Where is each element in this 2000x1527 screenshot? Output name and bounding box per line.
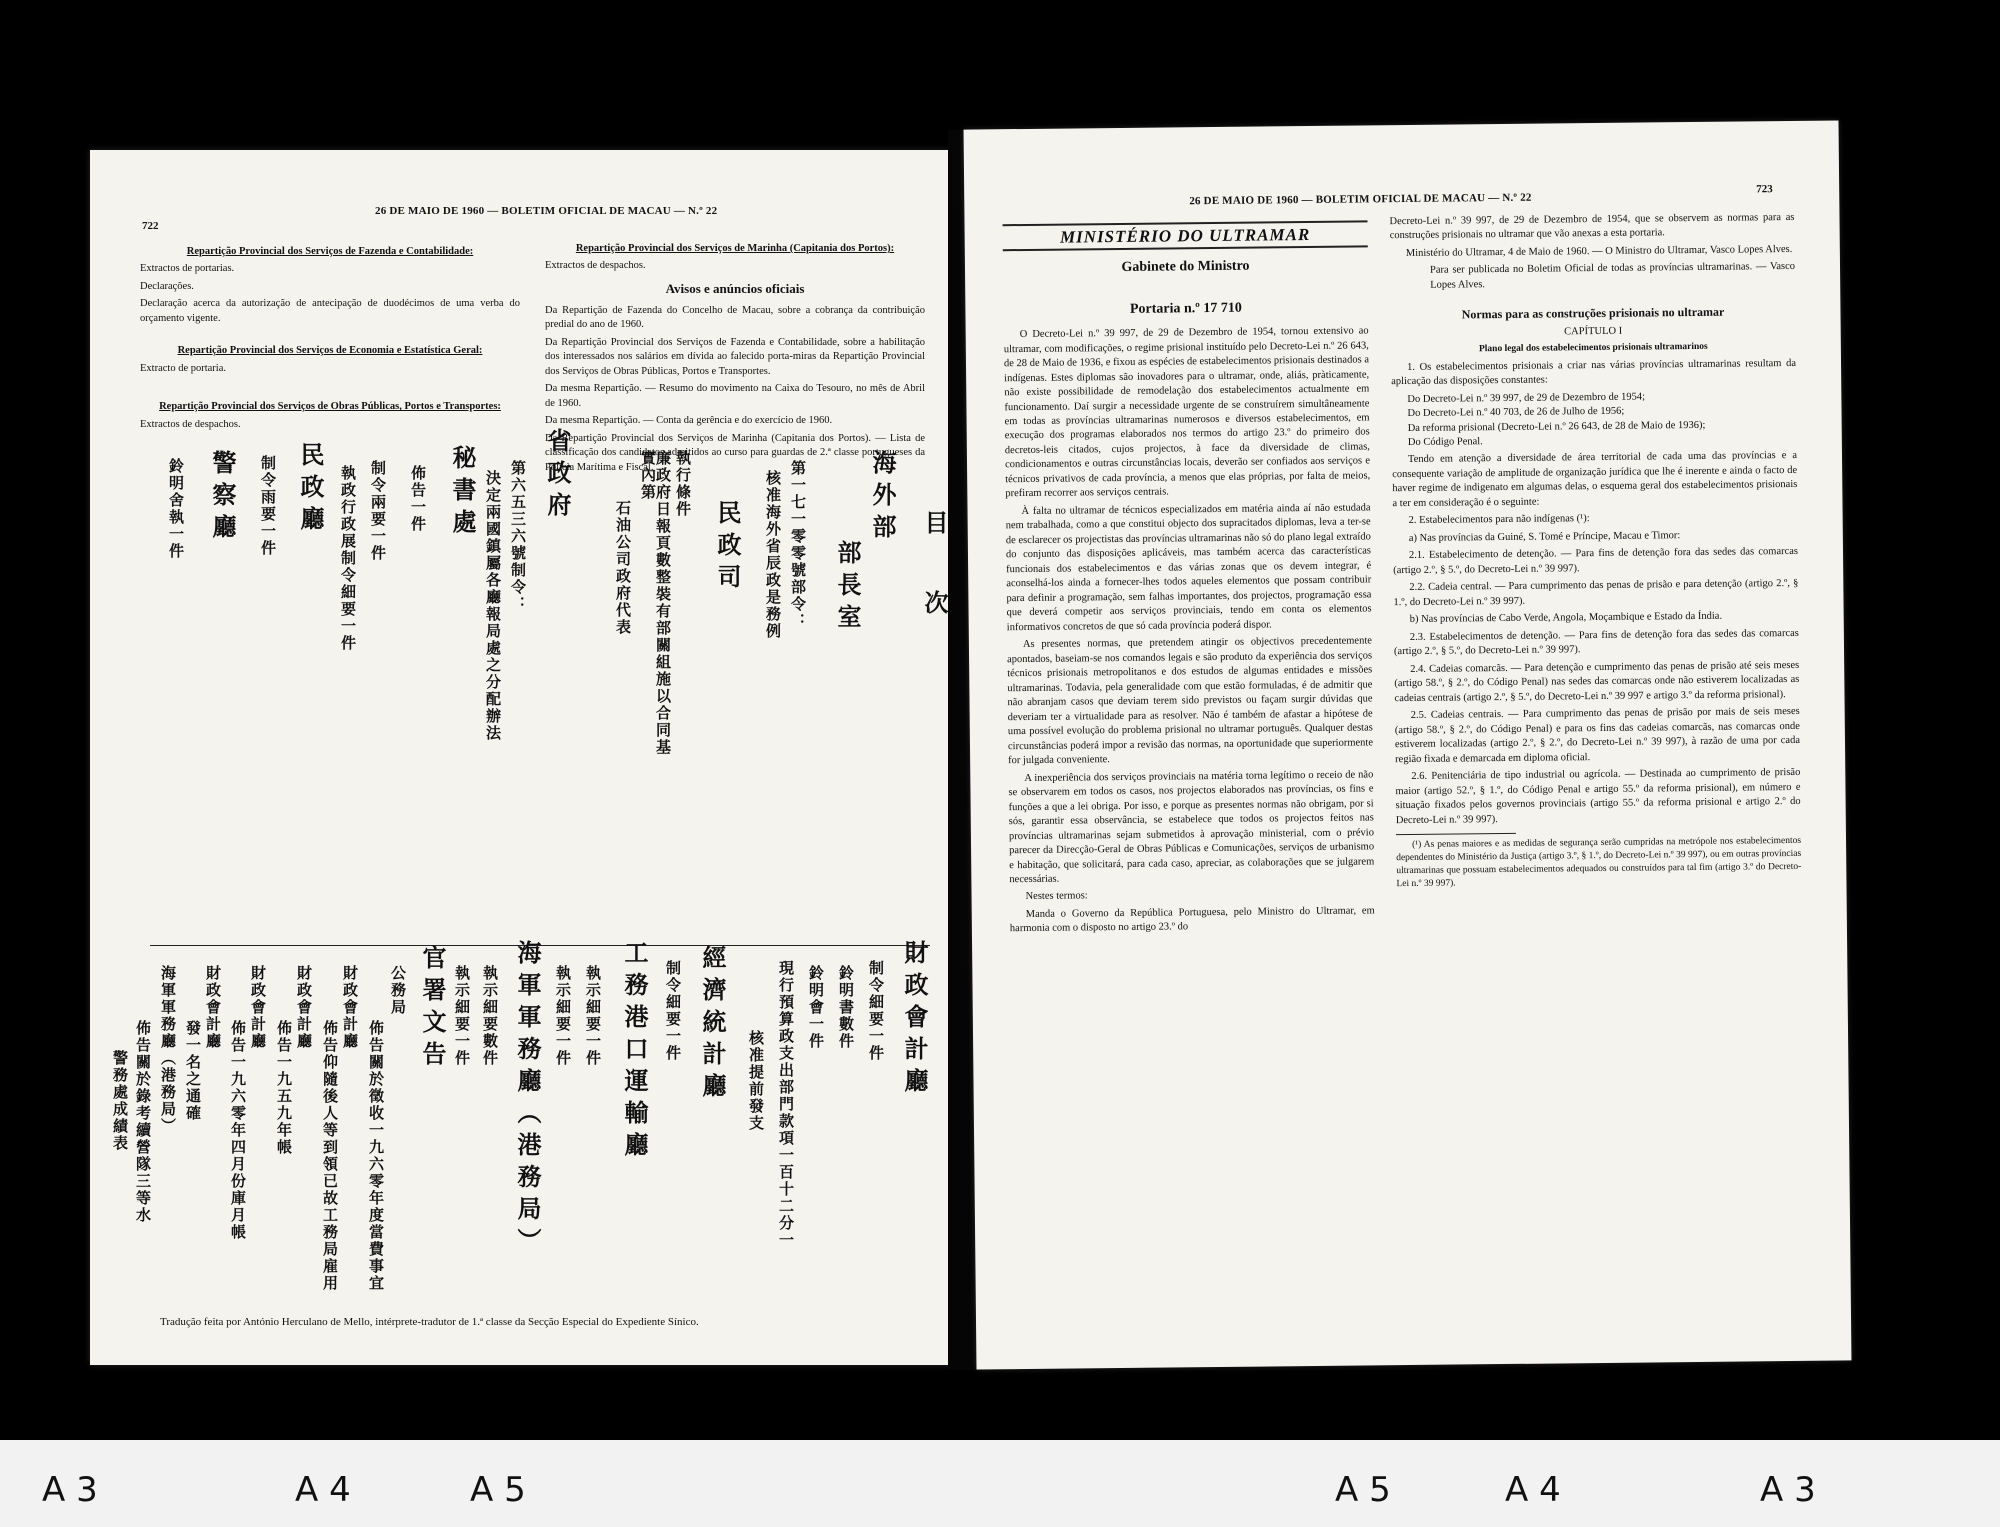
- paragraph: 2.3. Estabelecimentos de detenção. — Para fins de detenção fora das sedes das comarcas (artigo 2.º, § 5.º, do Decreto-Lei n.º 39 997).: [1393, 627, 1799, 658]
- index-column-1: [140, 245, 520, 435]
- chinese-entry: 執示細要數件: [481, 965, 499, 1067]
- chinese-entry: 財政會計廳: [341, 965, 359, 1050]
- chinese-entry: 鈴明會一件: [807, 965, 825, 1050]
- chinese-entry: 現行預算政支出部門款項一百十二分一: [777, 960, 795, 1249]
- chinese-entry: 財政會計廳: [204, 965, 222, 1050]
- portaria-title: Portaria n.º 17 710: [1129, 300, 1242, 317]
- film-mark: A 3: [42, 1470, 98, 1510]
- list-item: Do Decreto-Lei n.º 40 703, de 26 de Julho de 1956;: [1407, 405, 1625, 419]
- chinese-entry: 執示細要一件: [554, 965, 572, 1067]
- chinese-entry: 制令細要一件: [867, 960, 885, 1062]
- chinese-entry: 佈告關於錄考續營隊三等水: [134, 1020, 152, 1224]
- section-title: Repartição Provincial dos Serviços de Economia e Estatística Geral:: [177, 345, 483, 357]
- chinese-entry: 第一七一零零號部令：: [789, 460, 807, 630]
- film-mark: A 5: [470, 1470, 526, 1510]
- chinese-entry: 佈告一件: [409, 465, 427, 533]
- chinese-entry: 執政行政展制令細要一件: [339, 465, 357, 652]
- aviso-item: Da mesma Repartição. — Conta da gerência e do exercício de 1960.: [545, 415, 833, 427]
- avisos-title: Avisos e anúncios oficiais: [665, 280, 805, 296]
- aviso-item: Da Repartição Provincial dos Serviços de Fazenda e Contabilidade, sobre a habilitação dos interessados nos salários em dívida ao falecido porta-miras da Repartição Provincial dos Serviços de Obras Públicas, Portos e Transportes.: [545, 336, 925, 377]
- page-header: 26 DE MAIO DE 1960 — BOLETIM OFICIAL DE MACAU — N.º 22: [1189, 191, 1532, 208]
- chinese-entry: 鈴明舍執一件: [167, 458, 185, 560]
- paragraph: 2.5. Cadeias centrais. — Para cumprimento das penas de prisão por mais de seis meses (artigo 58.º, § 2.º, do Código Penal) e para os fins das cadeias comarcãs, nas comarcas onde estiverem localizadas (artigo 2.º, § 2.º, do Decreto-Lei n.º 39 997), à razão de uma por cada região fixada e demarcada em diploma oficial.: [1394, 706, 1801, 765]
- ministry-title: MINISTÉRIO DO ULTRAMAR: [1003, 220, 1368, 251]
- page-number: 722: [142, 220, 159, 232]
- signoff: Ministério do Ultramar, 4 de Maio de 1960. — O Ministro do Ultramar, Vasco Lopes Alves.: [1405, 243, 1793, 259]
- chinese-entry: 財政會計廳: [249, 965, 267, 1050]
- chinese-heading: 民政廳: [296, 442, 324, 538]
- paragraph: 1. Os estabelecimentos prisionais a criar nas várias províncias ultramarinas resultam da aplicação das disposições constantes:: [1391, 357, 1797, 388]
- chapter-title: Plano legal dos estabelecimentos prisionais ultramarinos: [1478, 342, 1708, 355]
- chinese-entry: 制令雨要一件: [259, 455, 277, 557]
- paragraph: b) Nas províncias de Cabo Verde, Angola, Moçambique e Estado da Índia.: [1409, 611, 1723, 626]
- index-item: Declarações.: [140, 280, 194, 292]
- index-item: Extractos de despachos.: [545, 260, 646, 272]
- section-title: Repartição Provincial dos Serviços de Marinha (Capitania dos Portos):: [575, 243, 895, 254]
- chinese-heading: 財政會計廳: [900, 940, 928, 1100]
- chinese-heading: 省政府: [543, 428, 571, 524]
- text-column-1: [1003, 220, 1375, 940]
- paragraph: Manda o Governo da República Portuguesa, pelo Ministro do Ultramar, em harmonia com o disposto no artigo 23.º do: [1009, 905, 1375, 935]
- chinese-heading: 工務港口運輸廳: [620, 940, 648, 1164]
- right-page: [964, 120, 1852, 1369]
- paragraph: Nestes termos:: [1025, 890, 1088, 903]
- section-title: Repartição Provincial dos Serviços de Obras Públicas, Portos e Transportes:: [159, 401, 501, 413]
- paragraph: Decreto-Lei n.º 39 997, de 29 de Dezembro de 1954, que se observem as normas para as construções prisionais no ultramar que vão anexas a esta portaria.: [1389, 211, 1795, 242]
- chinese-heading: 海軍軍務廳（港務局）: [513, 940, 541, 1260]
- list-item: Da reforma prisional (Decreto-Lei n.º 26 643, de 28 de Maio de 1936);: [1407, 419, 1706, 434]
- chinese-entry: 財政會計廳: [295, 965, 313, 1050]
- chinese-heading: 官署文告: [418, 945, 446, 1073]
- index-item: Extractos de despachos.: [140, 418, 241, 430]
- footnote: (¹) As penas maiores e as medidas de segurança serão cumpridas na metrópole nos estabelecimentos dependentes do Ministério da Justiça (artigo 3.º, § 1.º, do Decreto-Lei n.º 39 997), ou em outras províncias ultramarinas que possuam estabelecimentos adequados ou construídos para tal fim (artigo 3.º do Decreto-Lei n.º 39 997).: [1396, 835, 1802, 890]
- page-header: 26 DE MAIO DE 1960 — BOLETIM OFICIAL DE MACAU — N.º 22: [375, 205, 718, 217]
- paragraph: À falta no ultramar de técnicos especializados em matéria ainda aí não estudada nem trabalhada, como a que constitui objecto dos supracitados diplomas, leva a ter-se de esclarecer os projectistas das províncias ultramarinas não só do plano legal extraído do conjunto das disposições aplicáveis, mas também acerca das características funcionais dos estabelecimentos e das várias zonas que os devem integrar, é aconselhá-los ainda a fornecer-lhes todos aqueles elementos que possam contribuir para definir a programação, sem falhas importantes, dos projectos, programação essa que deverá competir aos serviços provinciais, tendo em conta os elementos informativos concretos de que só cada província poderá dispor.: [1005, 502, 1372, 633]
- index-item: Extractos de portarias.: [140, 263, 235, 275]
- chinese-entry: 決定兩國鎮屬各廳報局處之分配辦法: [484, 470, 502, 742]
- chinese-entry: 制令兩要一件: [369, 460, 387, 562]
- aviso-item: Da Repartição de Fazenda do Concelho de Macau, sobre a cobrança da contribuição predial do ano de 1960.: [545, 304, 925, 331]
- paragraph: 2.2. Cadeia central. — Para cumprimento das penas de prisão e para detenção (artigo 2.º, § 1.º, do Decreto-Lei n.º 39 997).: [1393, 578, 1799, 608]
- aviso-item: Da Repartição Provincial dos Serviços de Marinha (Capitania dos Portos). — Lista de classificação dos candidatos admitidos ao curso para guardas de 2.ª classe portugueses da Polícia Marítima e Fiscal.: [545, 432, 925, 473]
- index-item: Declaração acerca da autorização de antecipação de duodécimos de uma verba do orçamento vigente.: [140, 298, 520, 324]
- text-column-2: [1389, 211, 1801, 895]
- film-mark: A 3: [1760, 1470, 1816, 1510]
- chinese-heading: 目: [920, 510, 948, 542]
- paragraph: 2.4. Cadeias comarcãs. — Para detenção e cumprimento das penas de prisão até seis meses (artigo 58.º, § 2.º, do Código Penal) nas sedes das comarcas onde não estiverem localizadas as cadeias centrais (artigo 2.º, § 5.º, do Decreto-Lei n.º 39 997 e artigo 3.º da reforma prisional).: [1394, 659, 1800, 704]
- chinese-entry: 石油公司政府代表: [614, 500, 632, 636]
- paragraph: 2.6. Penitenciária de tipo industrial ou agrícola. — Destinada ao cumprimento de prisão maior (artigo 52.º, § 1.º, do Código Penal e artigo 55.º da reforma prisional), em número e situação fixados pelos governos provinciais (artigo 55.º da reforma prisional e artigo 2.º do Decreto-Lei n.º 39 997).: [1395, 767, 1801, 826]
- translation-footer: Tradução feita por António Herculano de Mello, intérprete-tradutor de 1.ª classe da Secção Especial do Expediente Sínico.: [160, 1316, 699, 1328]
- paragraph: O Decreto-Lei n.º 39 997, de 29 de Dezembro de 1954, tornou extensivo ao ultramar, com modificações, o regime prisional instituído pelo Decreto-Lei n.º 26 643, de 28 de Maio de 1936, e fixou as espécies de estabelecimentos prisionais destinados a indígenas. Estes diplomas são inovadores para o ultramar, onde, aliás, pràticamente, não existe possibilidade de remodelação dos estabelecimentos actualmente em funcionamento. Daí surgir a necessidade urgente de se construírem simultâneamente em todas as províncias ultramarinas numerosos e diversos estabelecimentos, em execução dos programas elaborados nos termos do artigo 23.º do primeiro dos decretos-leis citados, cujos projectos, à face da diversidade de climas, condicionamentos e outras circunstâncias locais, deverão ser confiados aos serviços e técnicos privativos de cada província, a menos que elas próprias, por falta de meios, prefiram recorrer aos serviços centrais.: [1003, 325, 1371, 500]
- chinese-entry: 警務處成績表: [111, 1050, 129, 1152]
- chinese-entry: 廉政府日報頁數整裝有部關組施以合同基實內第: [639, 450, 672, 756]
- chinese-entry: 核准海外省辰政是務例: [764, 470, 782, 640]
- aviso-item: Da mesma Repartição. — Resumo do movimento na Caixa do Tesouro, no mês de Abril de 1960.: [545, 383, 925, 409]
- page-number: 723: [1756, 183, 1773, 196]
- paragraph: As presentes normas, que pretendem atingir os objectivos precedentemente apontados, baseiam-se nos comandos legais e são produto da experiência dos serviços técnicos prisionais metropolitanos e dos estudos de algumas entidades e missões ultramarinas. Todavia, pela generalidade com que estão formuladas, é de admitir que não abranjam casos que deviam terem sido previstos ou façam surgir dúvidas que deveriam ter a virtualidade para as resolver. Não é também de afastar a hipótese de uma possível evolução do problema prisional no ultramar português. Qualquer destas circunstâncias poderá impor a revisão das normas, na oportunidade que superiormente for julgada conveniente.: [1007, 635, 1374, 767]
- list-item: Do Decreto-Lei n.º 39 997, de 29 de Dezembro de 1954;: [1407, 391, 1646, 405]
- film-mark: A 5: [1335, 1470, 1391, 1510]
- footnote-rule: [1396, 833, 1516, 835]
- normas-title: Normas para as construções prisionais no ultramar: [1461, 305, 1725, 322]
- paragraph: a) Nas províncias da Guiné, S. Tomé e Príncipe, Macau e Timor:: [1408, 530, 1681, 544]
- paragraph: 2.1. Estabelecimento de detenção. — Para fins de detenção fora das sedes das comarcas (artigo 2.º, § 5.º, do Decreto-Lei n.º 39 997).: [1393, 546, 1799, 576]
- cabinet-title: Gabinete do Ministro: [1121, 259, 1250, 276]
- chinese-entry: 執行條件: [674, 450, 692, 518]
- publish-note: Para ser publicada no Boletim Oficial de todas as províncias ultramarinas. — Vasco Lopes Alves.: [1429, 261, 1796, 291]
- chinese-entry: 執示細要一件: [584, 965, 602, 1067]
- index-column-2: [545, 242, 925, 478]
- chinese-entry: 佈告一九六零年四月份庫月帳: [229, 1020, 247, 1241]
- list-item: Do Código Penal.: [1407, 436, 1483, 448]
- chinese-entry: 制令細要一件: [664, 960, 682, 1062]
- paragraph: Tendo em atenção a diversidade de área territorial de cada uma das províncias e a consequente variação de amplitude de organização jurídica que lhe é inerente e ainda o facto de haver regime de indigenato em algumas delas, o esquema geral dos estabelecimentos prisionais a ter em consideração é o seguinte:: [1392, 450, 1798, 510]
- chinese-entry: 佈告關於徵收一九六零年度當費事宜: [367, 1020, 385, 1292]
- film-mark: A 4: [295, 1470, 351, 1510]
- chinese-entry: 海軍軍務廳（港務局）: [159, 965, 177, 1135]
- chinese-entry: 第六五三六號制令：: [509, 460, 527, 613]
- chinese-entry: 鈴明書數件: [837, 965, 855, 1050]
- chinese-heading: 海外部: [868, 450, 896, 546]
- chinese-entry: 佈告一九五九年帳: [275, 1020, 293, 1156]
- section-title: Repartição Provincial dos Serviços de Fazenda e Contabilidade:: [186, 246, 474, 257]
- chinese-entry: 佈告仰隨後人等到領已故工務局雇用: [321, 1020, 339, 1292]
- film-mark: A 4: [1505, 1470, 1561, 1510]
- chinese-heading: 經濟統計廳: [698, 945, 726, 1105]
- paragraph: 2. Estabelecimentos para não indígenas (¹):: [1408, 513, 1590, 527]
- chinese-heading: 秘書處: [448, 445, 476, 541]
- chinese-heading: 部長室: [833, 540, 861, 636]
- chinese-heading: 次: [920, 590, 948, 622]
- chinese-entry: 公務局: [389, 965, 407, 1016]
- left-page: [90, 150, 958, 1365]
- chinese-entry: 執示細要一件: [453, 965, 471, 1067]
- chinese-heading: 民政司: [713, 500, 741, 596]
- chinese-entry: 發一名之通確: [184, 1020, 202, 1122]
- index-item: Extracto de portaria.: [140, 362, 226, 374]
- paragraph: A inexperiência dos serviços provinciais na matéria torna legítimo o receio de não se observarem em todos os casos, nos projectos elaborados nas províncias, os fins e funções a que a lei obriga. Por isso, e porque as presentes normas não obrigam, por si sós, garantir essa observância, se estabelece que todos os projectos feitos nas províncias ultramarinas sejam submetidos à aprovação ministerial, com o prévio parecer da Direcção-Geral de Obras Públicas e Comunicações, serviços de urbanismo e habitação, que solicitará, para cada caso, apreciar, as colaborações que se julgarem necessárias.: [1008, 768, 1375, 886]
- chinese-entry: 核准提前發支: [747, 1030, 765, 1132]
- chinese-heading: 警察廳: [208, 450, 236, 546]
- chapter-number: CAPÍTULO I: [1564, 325, 1623, 338]
